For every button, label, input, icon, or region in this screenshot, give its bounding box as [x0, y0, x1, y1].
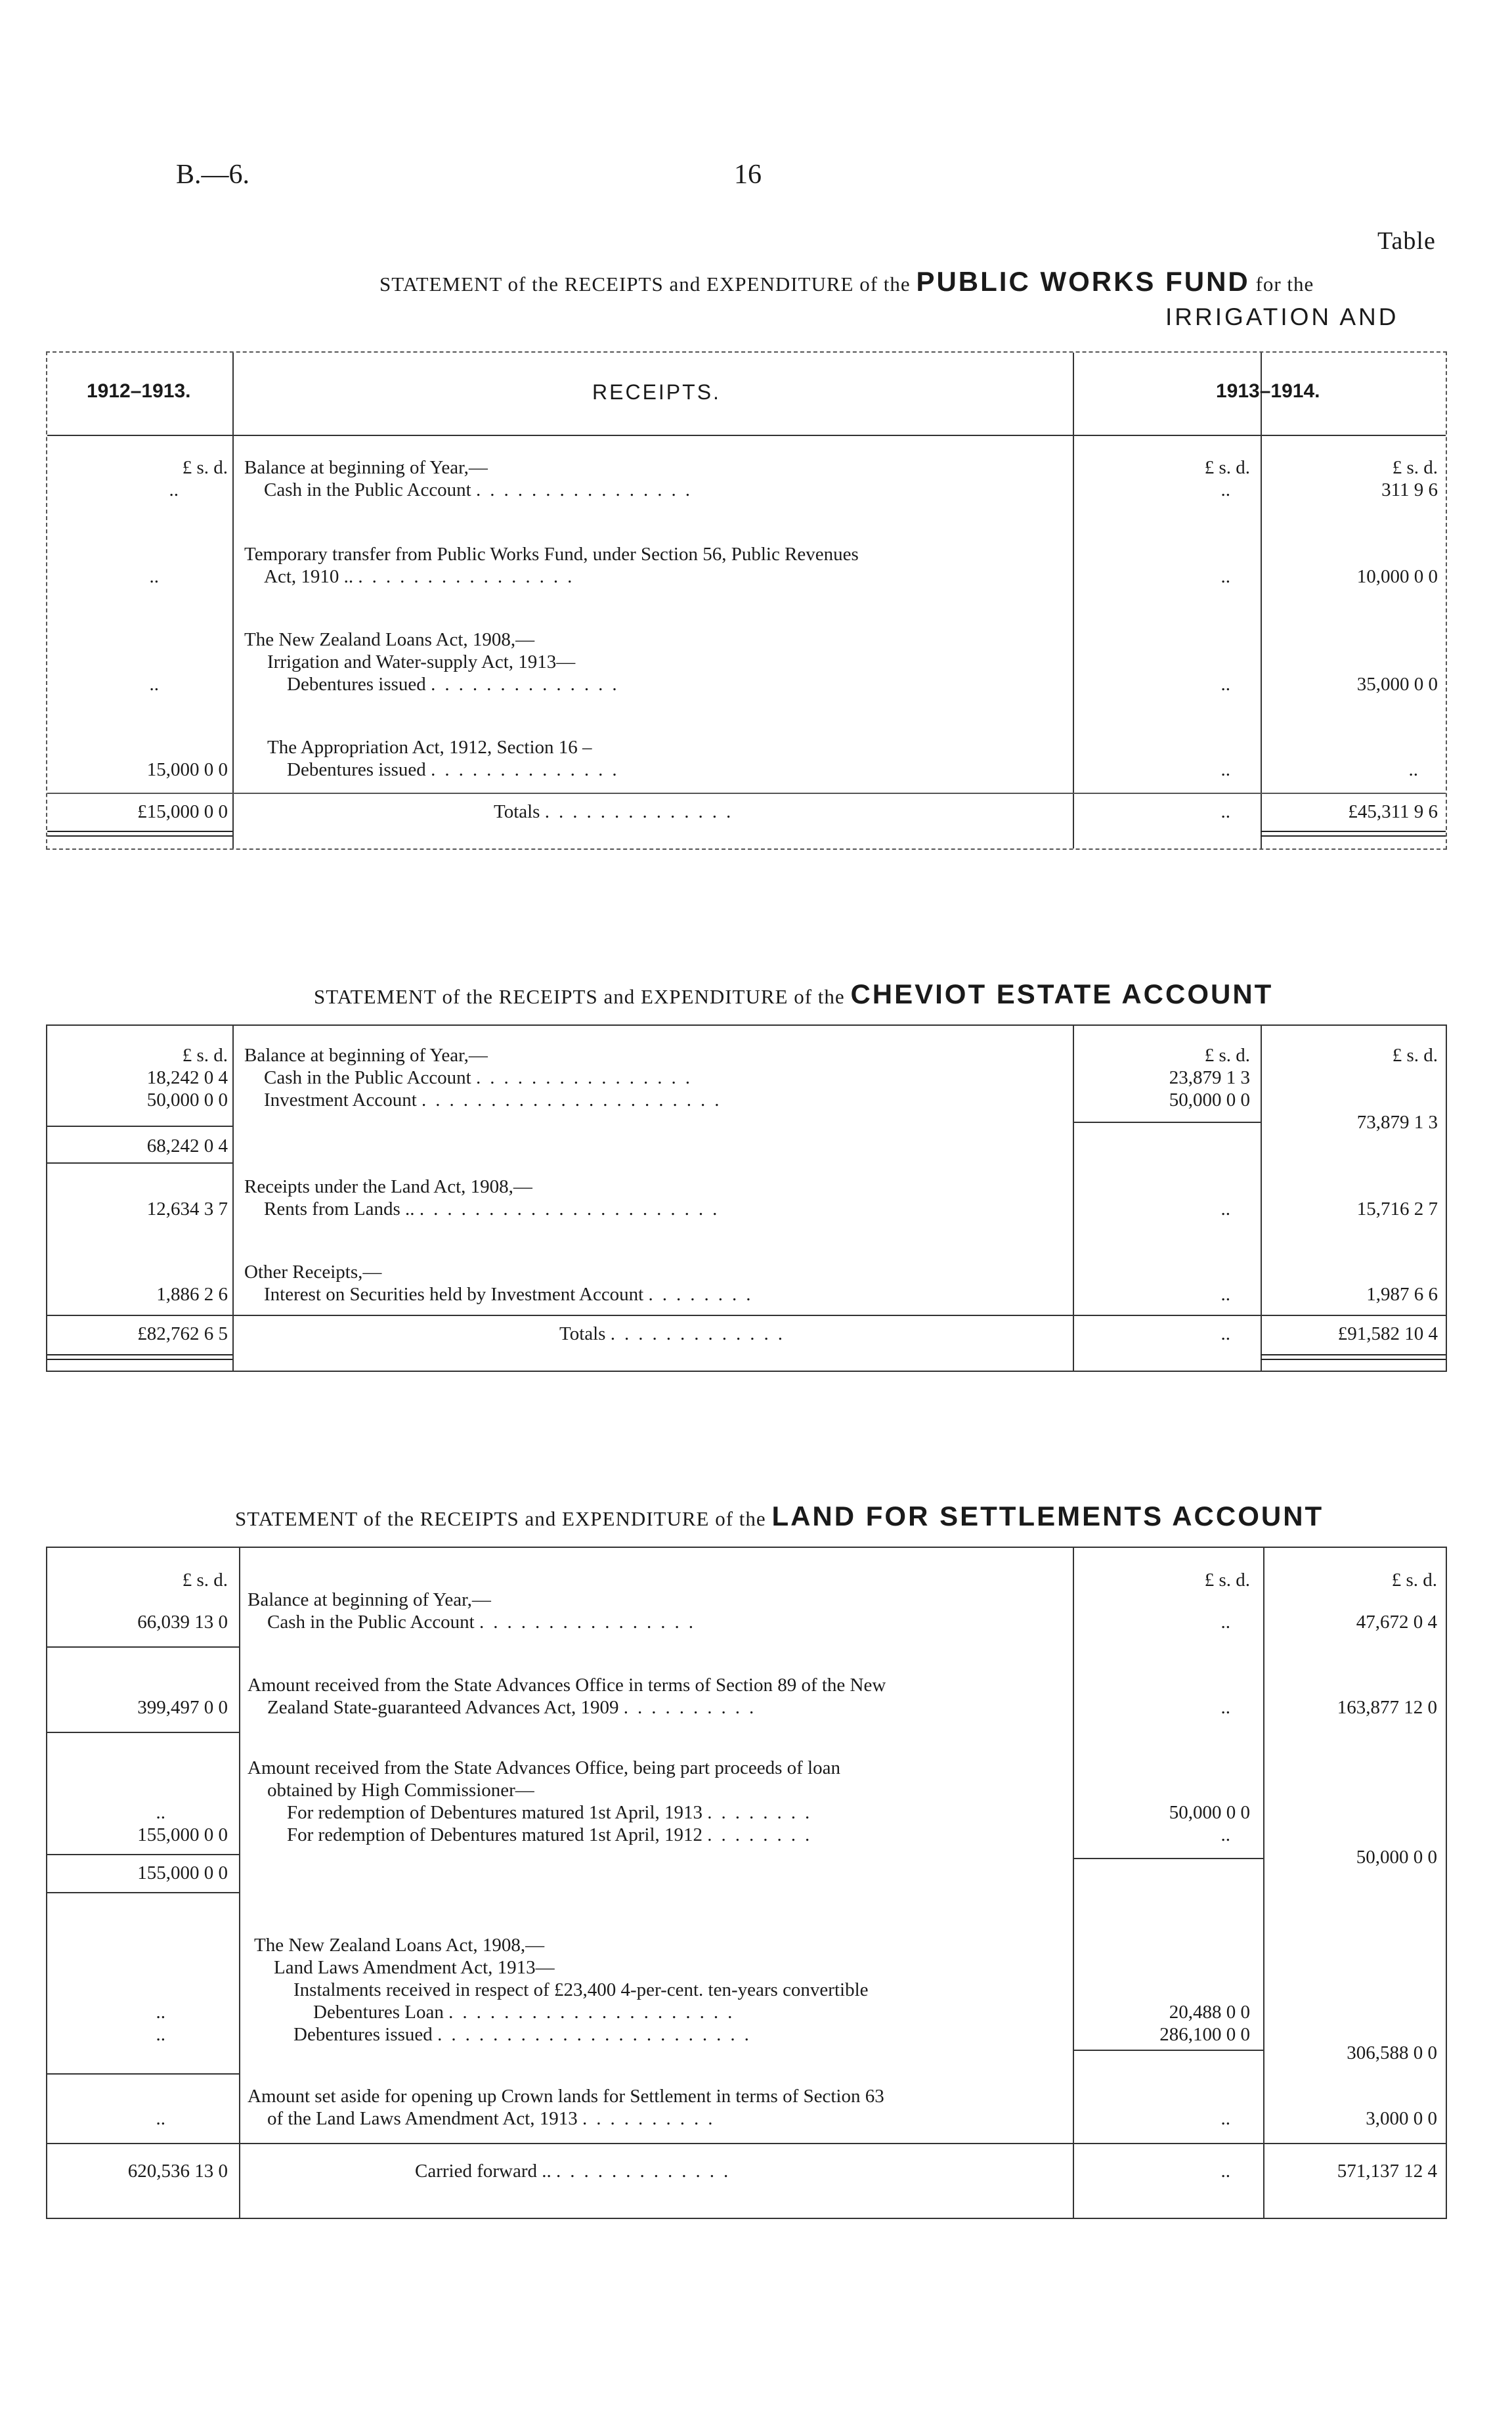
s3-loan-sub-a: 50,000 0 0 [1169, 1802, 1250, 1823]
s3-crown-line2: of the Land Laws Amendment Act, 1913 .......... [267, 2108, 722, 2129]
s1-r4-sub: .. [1220, 759, 1230, 780]
s3-nz-sub-a: 20,488 0 0 [1169, 2002, 1250, 2023]
s1-title: STATEMENT of the RECEIPTS and EXPENDITURE of the PUBLIC WORKS FUND for the [379, 266, 1314, 297]
table-label: Table [1377, 227, 1436, 255]
s1-r3-line3: Debentures issued .............. [287, 674, 626, 695]
s1-col-1912: 1912–1913. [87, 380, 191, 402]
page-number: 16 [734, 160, 762, 190]
s3-nz-line5: Debentures issued ....................... [293, 2024, 758, 2045]
s2-bal-tot: 73,879 1 3 [1356, 1112, 1438, 1133]
s1-r2-sub: .. [1220, 566, 1230, 587]
s3-nz-line1: The New Zealand Loans Act, 1908,— [254, 1935, 545, 1956]
s1-r2-line1: Temporary transfer from Public Works Fund, under Section 56, Public Revenues [244, 544, 859, 565]
s3-sao-line2: Zealand State-guaranteed Advances Act, 1909 .......... [267, 1697, 764, 1718]
s3-cf-prev: 620,536 13 0 [127, 2161, 228, 2182]
s3-sao-line1: Amount received from the State Advances Office in terms of Section 89 of the New [248, 1675, 886, 1696]
s3-nz-line3: Instalments received in respect of £23,400 4-per-cent. ten-years convertible [293, 1979, 869, 2000]
s2-unit-tot: £ s. d. [1392, 1045, 1438, 1066]
s2-total-prev: £82,762 6 5 [137, 1323, 228, 1344]
s3-loan-line1: Amount received from the State Advances Office, being part proceeds of loan [248, 1757, 840, 1778]
s3-loan-prev-total: 155,000 0 0 [137, 1862, 228, 1883]
s1-r1-line1: Balance at beginning of Year,— [244, 457, 488, 478]
s1-r2-line2: Act, 1910 .. ................ [264, 566, 582, 587]
s2-balance-head: Balance at beginning of Year,— [244, 1045, 488, 1066]
s3-unit-sub: £ s. d. [1204, 1570, 1250, 1591]
s3-cf-sub: .. [1220, 2161, 1230, 2182]
s2-rents-label: Rents from Lands .. ...................... [264, 1199, 727, 1220]
s2-total-tot: £91,582 10 4 [1337, 1323, 1438, 1344]
s1-r2-tot: 10,000 0 0 [1356, 566, 1438, 587]
s2-bal-prev-total: 68,242 0 4 [146, 1135, 228, 1156]
s1-total-label: Totals .............. [494, 801, 741, 822]
s3-loan-line2: obtained by High Commissioner— [267, 1780, 534, 1801]
s1-r4-tot: .. [1408, 759, 1418, 780]
s2-rents-head: Receipts under the Land Act, 1908,— [244, 1176, 532, 1197]
s1-col-receipts: RECEIPTS. [592, 380, 721, 404]
s3-cf-tot: 571,137 12 4 [1337, 2161, 1437, 2182]
s3-loan-prev-b: 155,000 0 0 [137, 1824, 228, 1845]
s2-other-head: Other Receipts,— [244, 1262, 382, 1283]
s2-rents-prev: 12,634 3 7 [146, 1199, 228, 1220]
s3-bal-sub: .. [1220, 1612, 1230, 1633]
s3-nz-prev-b: .. [156, 2024, 165, 2045]
s3-loan-prev-a: .. [156, 1802, 165, 1823]
s3-loan-line3: For redemption of Debentures matured 1st April, 1913 ........ [287, 1802, 819, 1823]
s1-unit-tot: £ s. d. [1392, 457, 1438, 478]
s3-crown-line1: Amount set aside for opening up Crown lands for Settlement in terms of Section 63 [248, 2086, 884, 2107]
s1-total-prev: £15,000 0 0 [137, 801, 228, 822]
s2-rents-sub: .. [1220, 1199, 1230, 1220]
s2-table [46, 1024, 1447, 1372]
s1-r3-tot: 35,000 0 0 [1356, 674, 1438, 695]
s1-table [46, 351, 1447, 850]
s2-total-label: Totals ............. [559, 1323, 792, 1344]
s2-cash-sub: 23,879 1 3 [1169, 1067, 1250, 1088]
s2-invest-sub: 50,000 0 0 [1169, 1089, 1250, 1111]
s2-cash-prev: 18,242 0 4 [146, 1067, 228, 1088]
s2-unit-sub: £ s. d. [1204, 1045, 1250, 1066]
s3-unit-tot: £ s. d. [1391, 1570, 1437, 1591]
s1-r3-prev: .. [149, 674, 159, 695]
s1-total-tot: £45,311 9 6 [1348, 801, 1438, 822]
s1-r4-line2: Debentures issued .............. [287, 759, 626, 780]
s3-cf-label: Carried forward .. ............. [415, 2161, 738, 2182]
s3-sao-tot: 163,877 12 0 [1337, 1697, 1437, 1718]
s1-subtitle: IRRIGATION AND [1165, 303, 1399, 330]
s3-unit-prev: £ s. d. [182, 1570, 228, 1591]
s3-loan-line4: For redemption of Debentures matured 1st April, 1912 ........ [287, 1824, 819, 1845]
page-reference: B.—6. [176, 160, 250, 190]
s2-other-prev: 1,886 2 6 [156, 1284, 228, 1305]
s3-crown-sub: .. [1220, 2108, 1230, 2129]
s2-total-sub: .. [1220, 1323, 1230, 1344]
s2-other-sub: .. [1220, 1284, 1230, 1305]
s3-bal-prev: 66,039 13 0 [137, 1612, 228, 1633]
s3-loan-tot: 50,000 0 0 [1356, 1847, 1437, 1868]
s3-bal-label: Cash in the Public Account ................ [267, 1612, 702, 1633]
s2-rents-tot: 15,716 2 7 [1356, 1199, 1438, 1220]
s3-bal-head: Balance at beginning of Year,— [248, 1589, 491, 1610]
s3-nz-tot: 306,588 0 0 [1347, 2042, 1437, 2063]
s3-sao-sub: .. [1220, 1697, 1230, 1718]
s3-title: STATEMENT of the RECEIPTS and EXPENDITURE of the LAND FOR SETTLEMENTS ACCOUNT [235, 1501, 1324, 1531]
s1-r1-sub: .. [1220, 479, 1230, 500]
s1-r1-line2: Cash in the Public Account ................ [264, 479, 699, 500]
s1-total-sub: .. [1220, 801, 1230, 822]
s1-r1-prev: .. [169, 479, 179, 500]
s3-nz-sub-b: 286,100 0 0 [1159, 2024, 1250, 2045]
s3-sao-prev: 399,497 0 0 [137, 1697, 228, 1718]
s2-cash-label: Cash in the Public Account ................ [264, 1067, 699, 1088]
s3-nz-line2: Land Laws Amendment Act, 1913— [274, 1957, 555, 1978]
s1-r3-line1: The New Zealand Loans Act, 1908,— [244, 629, 535, 650]
s2-title: STATEMENT of the RECEIPTS and EXPENDITURE of the CHEVIOT ESTATE ACCOUNT [314, 979, 1274, 1009]
s3-bal-tot: 47,672 0 4 [1356, 1612, 1437, 1633]
s1-r4-line1: The Appropriation Act, 1912, Section 16 – [267, 737, 592, 758]
s3-crown-tot: 3,000 0 0 [1366, 2108, 1437, 2129]
s1-col-1913: 1913–1914. [1216, 380, 1320, 402]
s3-table [46, 1547, 1447, 2219]
s1-r2-prev: .. [149, 566, 159, 587]
s1-r3-line2: Irrigation and Water-supply Act, 1913— [267, 651, 576, 672]
s3-crown-prev: .. [156, 2108, 165, 2129]
s1-r1-tot: 311 9 6 [1381, 479, 1438, 500]
s3-nz-line4: Debentures Loan ..................... [313, 2002, 742, 2023]
s1-unit-prev: £ s. d. [182, 457, 228, 478]
s1-unit-sub: £ s. d. [1204, 457, 1250, 478]
s3-nz-prev-a: .. [156, 2002, 165, 2023]
s2-other-label: Interest on Securities held by Investment Account ........ [264, 1284, 760, 1305]
s2-other-tot: 1,987 6 6 [1366, 1284, 1438, 1305]
s1-r4-prev: 15,000 0 0 [146, 759, 228, 780]
s3-loan-sub-b: .. [1220, 1824, 1230, 1845]
s2-invest-prev: 50,000 0 0 [146, 1089, 228, 1111]
s2-unit-prev: £ s. d. [182, 1045, 228, 1066]
s1-r3-sub: .. [1220, 674, 1230, 695]
s2-invest-label: Investment Account ...................... [264, 1089, 729, 1111]
